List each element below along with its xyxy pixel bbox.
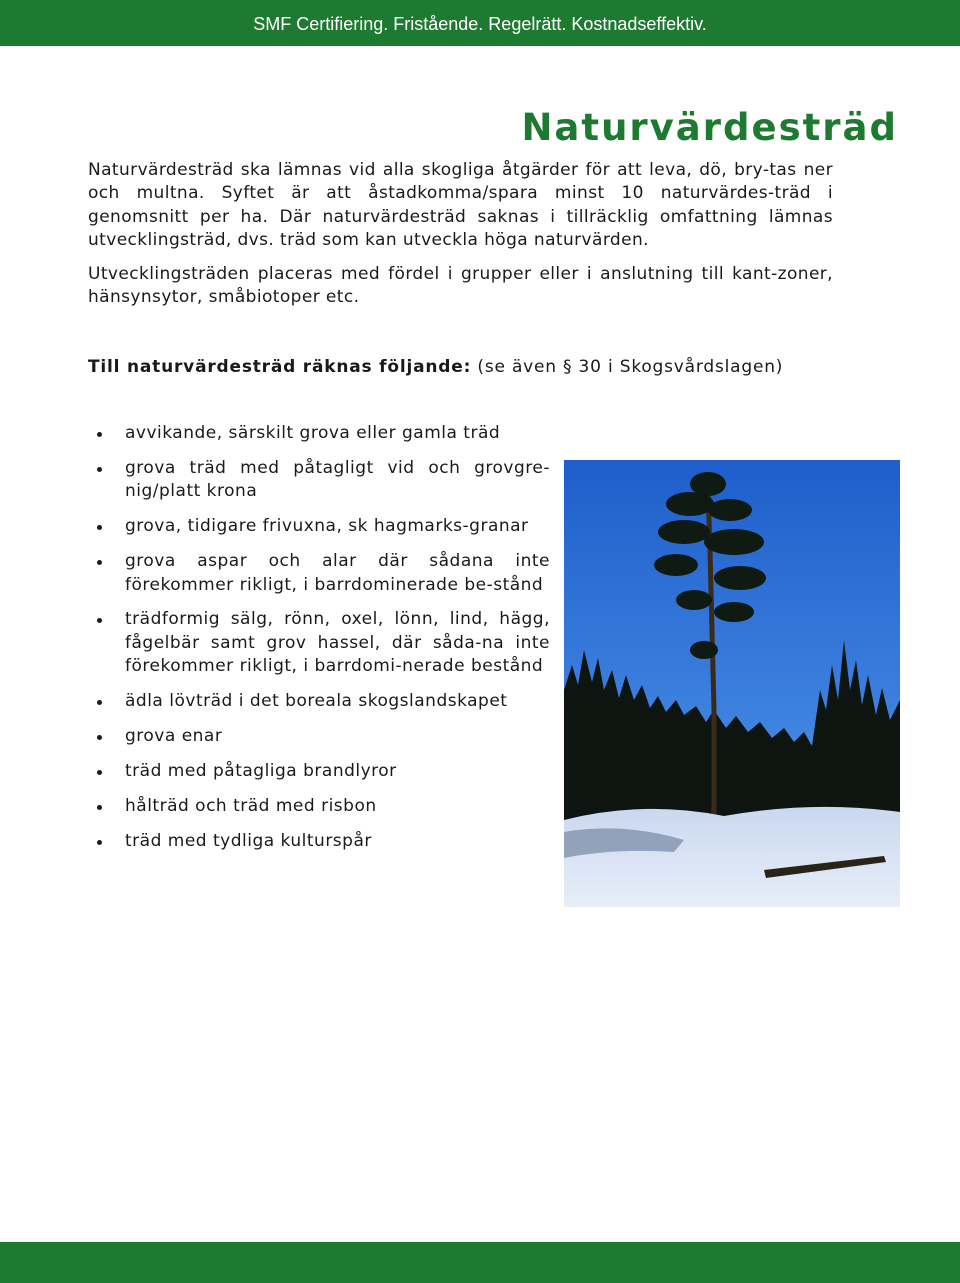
page-title: Naturvärdesträd bbox=[521, 106, 898, 149]
header-tagline: SMF Certifiering. Fristående. Regelrätt. Kostnadseffektiv. bbox=[253, 14, 707, 34]
list-item bbox=[95, 608, 550, 678]
bullet-icon bbox=[97, 735, 102, 740]
list-heading-bold: Till naturvärdesträd räknas följande: bbox=[88, 357, 472, 377]
list-item bbox=[95, 422, 550, 445]
bullet-icon bbox=[97, 770, 102, 775]
intro-text bbox=[88, 159, 833, 321]
list-item-text: ädla lövträd i det boreala skogslandskapet bbox=[125, 691, 508, 712]
list-item-text: träd med tydliga kulturspår bbox=[125, 830, 372, 851]
list-item bbox=[95, 550, 550, 597]
bullet-icon bbox=[97, 805, 102, 810]
intro-paragraph: Utvecklingsträden placeras med fördel i grupper eller i anslutning till kant-zoner, hänsynsytor, småbiotoper etc. bbox=[88, 264, 833, 308]
list-item-text: avvikande, särskilt grova eller gamla träd bbox=[125, 423, 501, 443]
intro-paragraph: Naturvärdesträd ska lämnas vid alla skogliga åtgärder för att leva, dö, bry-tas ner och multna. Syftet är att åstadkomma/spara minst 10 naturvärdes-träd i genomsnitt per ha. Där naturvärdesträd saknas i tillräcklig omfattning lämnas utvecklingsträd, dvs. träd som kan utveckla höga naturvärden. bbox=[88, 160, 833, 250]
list-item bbox=[95, 515, 550, 538]
list-item bbox=[95, 795, 550, 818]
bullet-icon bbox=[97, 840, 102, 845]
bullet-icon bbox=[97, 700, 102, 705]
list-item-text: grova, tidigare frivuxna, sk hagmarks-granar bbox=[125, 516, 529, 537]
list-item bbox=[95, 725, 550, 748]
bullet-icon bbox=[97, 618, 102, 623]
list-item-text: grova träd med påtagligt vid och grovgre-nig/platt krona bbox=[125, 457, 550, 502]
list-item-text: hålträd och träd med risbon bbox=[125, 795, 377, 816]
list-item-text: träd med påtagliga brandlyror bbox=[125, 760, 397, 781]
bullet-icon bbox=[97, 432, 102, 437]
tree-criteria-list bbox=[95, 422, 550, 865]
list-heading-reference: (se även § 30 i Skogsvårdslagen) bbox=[471, 357, 784, 377]
bullet-icon bbox=[97, 525, 102, 530]
bullet-icon bbox=[97, 467, 102, 472]
list-item-text: trädformig sälg, rönn, oxel, lönn, lind, hägg, fågelbär samt grov hassel, där såda-na inte förekommer rikligt, i barrdomi-nerade bestånd bbox=[125, 609, 550, 677]
footer-band bbox=[0, 1242, 960, 1283]
list-item bbox=[95, 830, 550, 853]
list-item-text: grova aspar och alar där sådana inte förekommer rikligt, i barrdominerade be-stånd bbox=[125, 551, 550, 595]
list-item bbox=[95, 760, 550, 783]
header-band bbox=[0, 0, 960, 46]
pine-tree-photo bbox=[564, 460, 900, 907]
list-item bbox=[95, 690, 550, 713]
list-item-text: grova enar bbox=[125, 726, 223, 747]
list-heading bbox=[88, 355, 888, 379]
snow-ground bbox=[564, 807, 900, 907]
bullet-icon bbox=[97, 560, 102, 565]
list-item bbox=[95, 457, 550, 504]
